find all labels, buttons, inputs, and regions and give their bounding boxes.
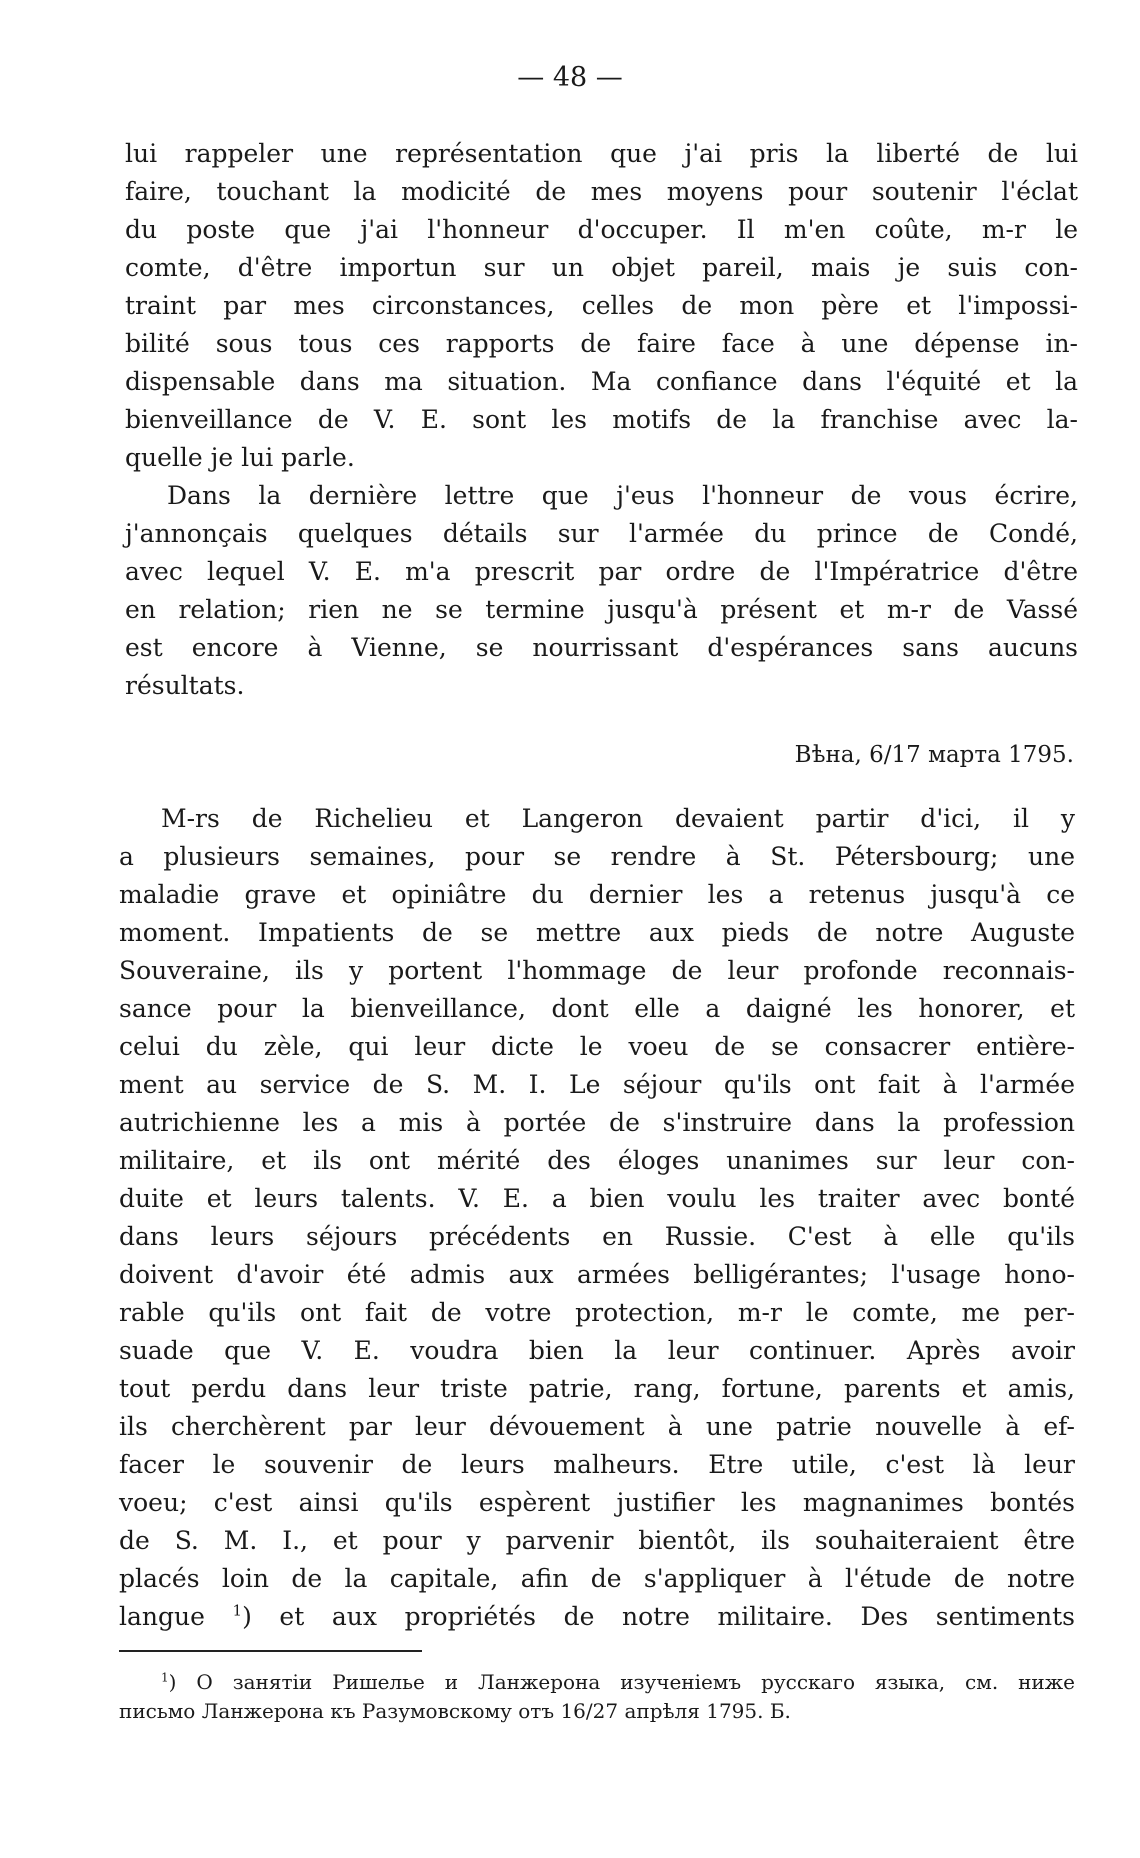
section-2-text <box>119 800 1075 1636</box>
text-line <box>125 211 1078 249</box>
line-text: voeu; c'est ainsi qu'ils espèrent justifier les magnanimes bontés <box>119 1488 1075 1517</box>
text-line <box>119 1332 1075 1370</box>
line-text: maladie grave et opiniâtre du dernier les a retenus jusqu'à ce <box>119 880 1075 909</box>
text-line <box>119 1522 1075 1560</box>
footnote-text: ) О занятіи Ришелье и Ланжерона изученіемъ русскаго языка, см. ниже <box>168 1670 1075 1694</box>
text-line <box>119 1104 1075 1142</box>
line-text: militaire, et ils ont mérité des éloges unanimes sur leur con- <box>119 1146 1075 1175</box>
line-text: résultats. <box>125 671 245 700</box>
line-text: j'annonçais quelques détails sur l'armée du prince de Condé, <box>125 519 1078 548</box>
line-text: autrichienne les a mis à portée de s'instruire dans la profession <box>119 1108 1075 1137</box>
text-line <box>119 990 1075 1028</box>
text-line <box>119 1446 1075 1484</box>
page-number: — 48 — <box>517 62 623 93</box>
paragraph <box>125 135 1078 477</box>
footnote-line <box>119 1697 1075 1726</box>
line-text: a plusieurs semaines, pour se rendre à St. Pétersbourg; une <box>119 842 1075 871</box>
text-line <box>125 629 1078 667</box>
footnote-line <box>119 1668 1075 1697</box>
line-text: facer le souvenir de leurs malheurs. Etre utile, c'est là leur <box>119 1450 1075 1479</box>
line-text: ment au service de S. M. I. Le séjour qu'ils ont fait à l'armée <box>119 1070 1075 1099</box>
text-line <box>119 914 1075 952</box>
footnote-marker: 1 <box>161 1670 169 1685</box>
footnote-text: письмо Ланжерона къ Разумовскому отъ 16/27 апрѣля 1795. Б. <box>119 1699 791 1723</box>
line-text: moment. Impatients de se mettre aux pieds de notre Auguste <box>119 918 1075 947</box>
line-text: faire, touchant la modicité de mes moyens pour soutenir l'éclat <box>125 177 1078 206</box>
paragraph <box>125 477 1078 705</box>
line-text: lui rappeler une représentation que j'ai pris la liberté de lui <box>125 139 1078 168</box>
text-line <box>125 439 1078 477</box>
line-text: bienveillance de V. E. sont les motifs de la franchise avec la- <box>125 405 1078 434</box>
text-line <box>125 515 1078 553</box>
text-line <box>125 249 1078 287</box>
dateline: Вѣна, 6/17 марта 1795. <box>794 742 1074 768</box>
text-line <box>119 1142 1075 1180</box>
text-line <box>125 363 1078 401</box>
line-text: placés loin de la capitale, afin de s'appliquer à l'étude de notre <box>119 1564 1075 1593</box>
text-line <box>119 1370 1075 1408</box>
line-text: celui du zèle, qui leur dicte le voeu de se consacrer entière- <box>119 1032 1075 1061</box>
text-line <box>119 1484 1075 1522</box>
text-line <box>119 838 1075 876</box>
text-line <box>119 1218 1075 1256</box>
line-text: ils cherchèrent par leur dévouement à une patrie nouvelle à ef- <box>119 1412 1075 1441</box>
line-text: doivent d'avoir été admis aux armées belligérantes; l'usage hono- <box>119 1260 1075 1289</box>
line-text: traint par mes circonstances, celles de mon père et l'impossi- <box>125 291 1078 320</box>
text-line <box>119 1294 1075 1332</box>
text-line <box>125 591 1078 629</box>
text-line <box>125 135 1078 173</box>
line-text: quelle je lui parle. <box>125 443 355 472</box>
line-text: dispensable dans ma situation. Ma confiance dans l'équité et la <box>125 367 1078 396</box>
text-line <box>119 1408 1075 1446</box>
line-text: langue <box>119 1602 233 1631</box>
line-text: de S. M. I., et pour y parvenir bientôt, ils souhaiteraient être <box>119 1526 1075 1555</box>
paragraph <box>119 800 1075 1598</box>
text-line <box>125 667 1078 705</box>
line-text: est encore à Vienne, se nourrissant d'espérances sans aucuns <box>125 633 1078 662</box>
line-text: Souveraine, ils y portent l'hommage de leur profonde reconnais- <box>119 956 1075 985</box>
line-text: tout perdu dans leur triste patrie, rang, fortune, parents et amis, <box>119 1374 1075 1403</box>
text-line <box>125 477 1078 515</box>
text-line <box>125 173 1078 211</box>
line-text: avec lequel V. E. m'a prescrit par ordre de l'Impératrice d'être <box>125 557 1078 586</box>
text-line <box>125 401 1078 439</box>
line-text: du poste que j'ai l'honneur d'occuper. Il m'en coûte, m-r le <box>125 215 1078 244</box>
text-line <box>125 553 1078 591</box>
text-line <box>119 1598 1075 1636</box>
text-line <box>119 1028 1075 1066</box>
line-text: bilité sous tous ces rapports de faire face à une dépense in- <box>125 329 1078 358</box>
line-text: dans leurs séjours précédents en Russie. C'est à elle qu'ils <box>119 1222 1075 1251</box>
text-line <box>119 1560 1075 1598</box>
text-line <box>119 1066 1075 1104</box>
line-text: Dans la dernière lettre que j'eus l'honneur de vous écrire, <box>167 481 1078 510</box>
line-text: comte, d'être importun sur un objet pareil, mais je suis con- <box>125 253 1078 282</box>
line-text: ) et aux propriétés de notre militaire. Des sentiments <box>242 1602 1075 1631</box>
section-1-text <box>125 135 1078 705</box>
text-line <box>119 1180 1075 1218</box>
text-line <box>125 287 1078 325</box>
text-line <box>119 1256 1075 1294</box>
line-text: duite et leurs talents. V. E. a bien voulu les traiter avec bonté <box>119 1184 1075 1213</box>
line-text: suade que V. E. voudra bien la leur continuer. Après avoir <box>119 1336 1075 1365</box>
text-line <box>119 876 1075 914</box>
line-text: en relation; rien ne se termine jusqu'à présent et m-r de Vassé <box>125 595 1078 624</box>
footnote-marker[interactable]: 1 <box>232 1601 243 1620</box>
line-text: rable qu'ils ont fait de votre protection, m-r le comte, me per- <box>119 1298 1075 1327</box>
text-line <box>119 952 1075 990</box>
line-text: M-rs de Richelieu et Langeron devaient partir d'ici, il y <box>161 804 1075 833</box>
footnote-rule <box>119 1650 422 1652</box>
footnote <box>119 1668 1075 1726</box>
line-text: sance pour la bienveillance, dont elle a daigné les honorer, et <box>119 994 1075 1023</box>
text-line <box>125 325 1078 363</box>
text-line <box>119 800 1075 838</box>
